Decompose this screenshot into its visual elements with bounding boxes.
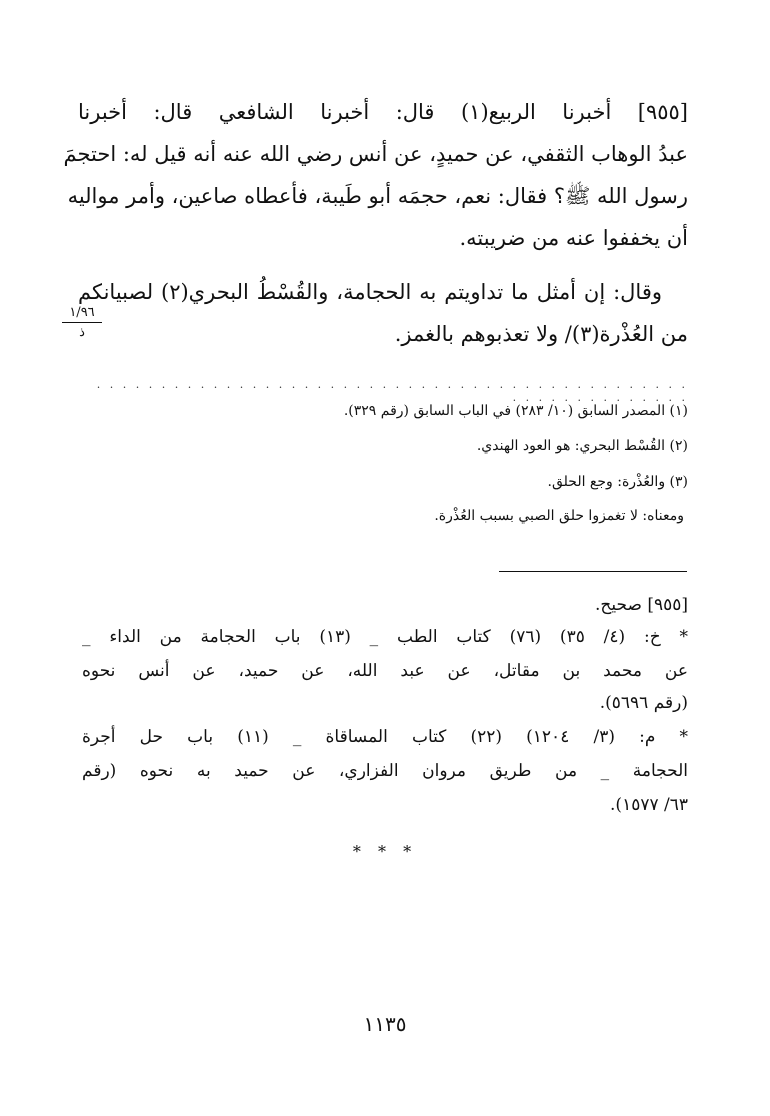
source-line-6: ٦٣/ ١٥٧٧).: [610, 795, 688, 815]
main-line-4: أن يخففوا عنه من ضريبته.: [459, 226, 688, 250]
source-heading: [٩٥٥] صحيح.: [595, 595, 688, 615]
source-line-1: * خ: (٤/ ٣٥) (٧٦) كتاب الطب _ (١٣) باب الحجامة من الداء _: [82, 627, 688, 647]
footnote-3: (٣) والعُذْرة: وجع الحلق.: [547, 474, 688, 490]
margin-reference-folio: ١/٩٦: [69, 305, 95, 320]
margin-reference-side: ذ: [79, 325, 85, 340]
margin-reference: [62, 305, 102, 340]
source-line-3: (رقم ٥٦٩٦).: [599, 693, 688, 713]
source-line-4: * م: (٣/ ١٢٠٤) (٢٢) كتاب المساقاة _ (١١) باب حل أجرة: [82, 727, 688, 747]
source-line-5: الحجامة _ من طريق مروان الفزاري، عن حميد به نحوه (رقم: [82, 761, 688, 781]
main-line-5: وقال: إن أمثل ما تداويتم به الحجامة، والقُسْطُ البحري(٢) لصبيانكم: [78, 280, 662, 304]
main-line-3: رسول الله ﷺ؟ فقال: نعم، حجمَه أبو طَيبة، فأعطاه صاعين، وأمر مواليه: [67, 184, 688, 208]
footnote-2: (٢) القُسْط البحري: هو العود الهندي.: [476, 438, 688, 454]
main-line-6: من العُذْرة(٣)/ ولا تعذبوهم بالغمز.: [394, 322, 688, 346]
footnote-3-explanation: ومعناه: لا تغمزوا حلق الصبي بسبب العُذْرة.: [434, 508, 684, 524]
main-line-1: [٩٥٥] أخبرنا الربيع(١) قال: أخبرنا الشافعي قال: أخبرنا: [78, 100, 688, 124]
footnote-dotted-separator: . . . . . . . . . . . . . . . . . . . . . . . . . . . . . . . . . . . . . . . . . . . . . . . . . . . . . . . . . . . .: [96, 378, 688, 404]
margin-reference-divider: [62, 322, 102, 323]
source-divider-rule: [499, 571, 687, 572]
source-line-2: عن محمد بن مقاتل، عن عبد الله، عن حميد، عن أنس نحوه: [82, 661, 688, 681]
main-line-2: عبدُ الوهاب الثقفي، عن حميدٍ، عن أنس رضي الله عنه أنه قيل له: احتجمَ: [63, 142, 688, 166]
page-number: ١١٣٥: [363, 1012, 407, 1036]
section-separator-stars: * * *: [352, 842, 418, 861]
footnote-1: (١) المصدر السابق (١٠/ ٢٨٣) في الباب السابق (رقم ٣٢٩).: [343, 403, 688, 419]
